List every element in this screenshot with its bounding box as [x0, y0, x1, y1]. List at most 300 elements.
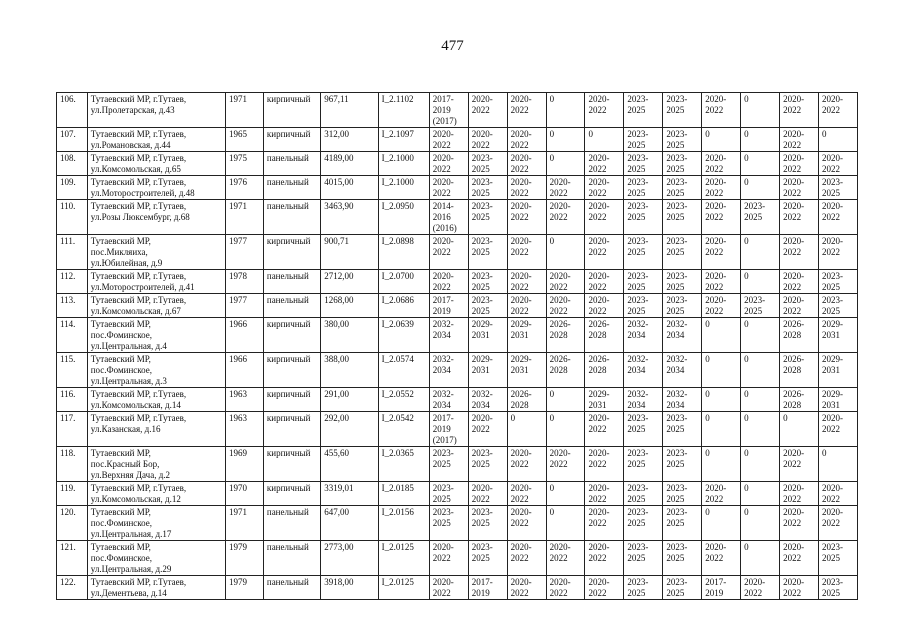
repair-period-cell: 2023- 2025 — [663, 412, 702, 447]
repair-period-cell: 0 — [741, 93, 780, 128]
build-year-cell: 1971 — [225, 93, 263, 128]
repair-period-cell: 2020- 2022 — [741, 576, 780, 600]
repair-period-cell: 0 — [741, 270, 780, 294]
row-number-cell: 113. — [57, 294, 88, 318]
repair-period-cell: 2023- 2025 — [663, 482, 702, 506]
repair-period-cell: 2020- 2022 — [780, 128, 819, 152]
repair-period-cell: 2023- 2025 — [741, 200, 780, 235]
repair-period-cell: 2026- 2028 — [507, 388, 546, 412]
address-cell: Тутаевский МР, г.Тутаев, ул.Комсомольская, д.67 — [87, 294, 225, 318]
address-cell: Тутаевский МР, пос.Красный Бор, ул.Верхняя Дача, д.2 — [87, 447, 225, 482]
repair-period-cell: 2020- 2022 — [780, 294, 819, 318]
build-year-cell: 1966 — [225, 318, 263, 353]
repair-period-cell: 2020- 2022 — [702, 200, 741, 235]
repair-period-cell: 2020- 2022 — [546, 541, 585, 576]
wall-material-cell: кирпичный — [263, 93, 320, 128]
row-number-cell: 119. — [57, 482, 88, 506]
wall-material-cell: панельный — [263, 176, 320, 200]
row-number-cell: 114. — [57, 318, 88, 353]
repair-period-cell: 2032- 2034 — [468, 388, 507, 412]
repair-period-cell: 2020- 2022 — [429, 576, 468, 600]
address-cell: Тутаевский МР, пос.Фоминское, ул.Центральная, д.17 — [87, 506, 225, 541]
row-number-cell: 111. — [57, 235, 88, 270]
table-row — [57, 318, 858, 353]
repair-period-cell: 2032- 2034 — [663, 353, 702, 388]
table-row — [57, 447, 858, 482]
area-cell: 967,11 — [321, 93, 378, 128]
repair-period-cell: 2023- 2025 — [624, 576, 663, 600]
repair-period-cell: 2020- 2022 — [702, 93, 741, 128]
page-number: 477 — [441, 38, 464, 54]
area-cell: 455,60 — [321, 447, 378, 482]
repair-period-cell: 2023- 2025 — [663, 447, 702, 482]
repair-period-cell: 2023- 2025 — [624, 270, 663, 294]
wall-material-cell: кирпичный — [263, 353, 320, 388]
area-cell: 3463,90 — [321, 200, 378, 235]
repair-period-cell: 2023- 2025 — [819, 294, 858, 318]
repair-period-cell: 0 — [819, 128, 858, 152]
house-code-cell: I_2.1000 — [378, 152, 429, 176]
repair-period-cell: 2020- 2022 — [585, 506, 624, 541]
repair-period-cell: 2020- 2022 — [702, 541, 741, 576]
repair-period-cell: 2023- 2025 — [429, 447, 468, 482]
repair-period-cell: 2020- 2022 — [507, 506, 546, 541]
wall-material-cell: панельный — [263, 541, 320, 576]
house-code-cell: I_2.1097 — [378, 128, 429, 152]
repair-period-cell: 0 — [702, 412, 741, 447]
repair-period-cell: 2029- 2031 — [468, 353, 507, 388]
repair-period-cell: 2029- 2031 — [819, 388, 858, 412]
table-row — [57, 176, 858, 200]
repair-period-cell: 2020- 2022 — [585, 447, 624, 482]
repair-period-cell: 2020- 2022 — [429, 152, 468, 176]
build-year-cell: 1963 — [225, 388, 263, 412]
table-row — [57, 412, 858, 447]
repair-period-cell: 0 — [741, 318, 780, 353]
table-row — [57, 235, 858, 270]
repair-period-cell: 2032- 2034 — [663, 388, 702, 412]
house-code-cell: I_2.1102 — [378, 93, 429, 128]
repair-period-cell: 0 — [702, 388, 741, 412]
repair-period-cell: 2023- 2025 — [624, 152, 663, 176]
repair-period-cell: 2029- 2031 — [507, 353, 546, 388]
wall-material-cell: кирпичный — [263, 412, 320, 447]
repair-period-cell: 0 — [546, 412, 585, 447]
repair-period-cell: 2023- 2025 — [468, 235, 507, 270]
repair-period-cell: 2020- 2022 — [780, 541, 819, 576]
repair-period-cell: 2023- 2025 — [468, 270, 507, 294]
repair-period-cell: 2020- 2022 — [507, 235, 546, 270]
house-code-cell: I_2.0574 — [378, 353, 429, 388]
area-cell: 900,71 — [321, 235, 378, 270]
row-number-cell: 107. — [57, 128, 88, 152]
repair-period-cell: 2020- 2022 — [702, 270, 741, 294]
repair-period-cell: 0 — [546, 152, 585, 176]
repair-period-cell: 2026- 2028 — [546, 318, 585, 353]
repair-period-cell: 2020- 2022 — [819, 506, 858, 541]
repair-period-cell: 2020- 2022 — [429, 176, 468, 200]
area-cell: 647,00 — [321, 506, 378, 541]
table-row — [57, 93, 858, 128]
repair-period-cell: 2020- 2022 — [507, 576, 546, 600]
table-row — [57, 200, 858, 235]
wall-material-cell: кирпичный — [263, 447, 320, 482]
wall-material-cell: кирпичный — [263, 388, 320, 412]
build-year-cell: 1971 — [225, 506, 263, 541]
repair-period-cell: 0 — [741, 388, 780, 412]
repair-period-cell: 2020- 2022 — [468, 412, 507, 447]
repair-period-cell: 2026- 2028 — [585, 318, 624, 353]
repair-period-cell: 2020- 2022 — [546, 176, 585, 200]
area-cell: 291,00 — [321, 388, 378, 412]
repair-period-cell: 2023- 2025 — [624, 176, 663, 200]
wall-material-cell: панельный — [263, 152, 320, 176]
house-code-cell: I_2.0125 — [378, 576, 429, 600]
repair-period-cell: 2023- 2025 — [468, 506, 507, 541]
build-year-cell: 1977 — [225, 294, 263, 318]
repair-period-cell: 0 — [702, 128, 741, 152]
repair-period-cell: 2020- 2022 — [468, 128, 507, 152]
row-number-cell: 115. — [57, 353, 88, 388]
address-cell: Тутаевский МР, пос.Микляиха, ул.Юбилейная, д.9 — [87, 235, 225, 270]
row-number-cell: 106. — [57, 93, 88, 128]
repair-period-cell: 2023- 2025 — [819, 270, 858, 294]
area-cell: 3918,00 — [321, 576, 378, 600]
repair-period-cell: 2020- 2022 — [429, 541, 468, 576]
repair-period-cell: 2020- 2022 — [585, 541, 624, 576]
repair-period-cell: 2020- 2022 — [780, 176, 819, 200]
repair-period-cell: 2026- 2028 — [780, 353, 819, 388]
repair-period-cell: 2023- 2025 — [624, 200, 663, 235]
address-cell: Тутаевский МР, г.Тутаев, ул.Казанская, д.16 — [87, 412, 225, 447]
repair-period-cell: 2023- 2025 — [819, 541, 858, 576]
area-cell: 4015,00 — [321, 176, 378, 200]
repair-period-cell: 2029- 2031 — [468, 318, 507, 353]
repair-period-cell: 0 — [702, 353, 741, 388]
repair-period-cell: 2020- 2022 — [585, 270, 624, 294]
repair-period-cell: 2020- 2022 — [585, 176, 624, 200]
repair-period-cell: 0 — [741, 541, 780, 576]
repair-period-cell: 2020- 2022 — [546, 576, 585, 600]
build-year-cell: 1978 — [225, 270, 263, 294]
repair-period-cell: 2020- 2022 — [507, 176, 546, 200]
repair-period-cell: 2023- 2025 — [468, 176, 507, 200]
row-number-cell: 118. — [57, 447, 88, 482]
repair-period-cell: 2020- 2022 — [780, 447, 819, 482]
repair-period-cell: 2026- 2028 — [585, 353, 624, 388]
repair-period-cell: 2023- 2025 — [663, 506, 702, 541]
repair-period-cell: 0 — [585, 128, 624, 152]
build-year-cell: 1977 — [225, 235, 263, 270]
repair-period-cell: 2017- 2019 (2017) — [429, 93, 468, 128]
house-code-cell: I_2.0898 — [378, 235, 429, 270]
repair-period-cell: 0 — [819, 447, 858, 482]
repair-period-cell: 0 — [546, 235, 585, 270]
repair-period-cell: 2014- 2016 (2016) — [429, 200, 468, 235]
repair-period-cell: 2023- 2025 — [468, 152, 507, 176]
repair-period-cell: 2023- 2025 — [624, 128, 663, 152]
repair-period-cell: 2020- 2022 — [819, 200, 858, 235]
address-cell: Тутаевский МР, пос.Фоминское, ул.Центральная, д.3 — [87, 353, 225, 388]
repair-period-cell: 2020- 2022 — [585, 235, 624, 270]
repair-period-cell: 2023- 2025 — [663, 235, 702, 270]
table-row — [57, 294, 858, 318]
repair-period-cell: 2023- 2025 — [624, 541, 663, 576]
wall-material-cell: кирпичный — [263, 128, 320, 152]
area-cell: 2712,00 — [321, 270, 378, 294]
repair-period-cell: 2020- 2022 — [702, 176, 741, 200]
repair-period-cell: 2020- 2022 — [585, 412, 624, 447]
house-code-cell: I_2.0700 — [378, 270, 429, 294]
repair-period-cell: 2020- 2022 — [780, 152, 819, 176]
repair-period-cell: 0 — [546, 482, 585, 506]
repair-period-cell: 2032- 2034 — [663, 318, 702, 353]
area-cell: 1268,00 — [321, 294, 378, 318]
wall-material-cell: кирпичный — [263, 318, 320, 353]
address-cell: Тутаевский МР, г.Тутаев, ул.Комсомольская, д.14 — [87, 388, 225, 412]
repair-period-cell: 2017- 2019 — [468, 576, 507, 600]
row-number-cell: 117. — [57, 412, 88, 447]
repair-period-cell: 2023- 2025 — [663, 541, 702, 576]
area-cell: 388,00 — [321, 353, 378, 388]
house-code-cell: I_2.0639 — [378, 318, 429, 353]
repair-period-cell: 2020- 2022 — [780, 200, 819, 235]
repair-period-cell: 2023- 2025 — [624, 506, 663, 541]
build-year-cell: 1970 — [225, 482, 263, 506]
repair-period-cell: 2020- 2022 — [819, 152, 858, 176]
repair-period-cell: 2020- 2022 — [780, 270, 819, 294]
repair-period-cell: 2026- 2028 — [546, 353, 585, 388]
table-row — [57, 482, 858, 506]
repair-period-cell: 0 — [741, 235, 780, 270]
repair-period-cell: 2020- 2022 — [429, 235, 468, 270]
build-year-cell: 1979 — [225, 541, 263, 576]
table-row — [57, 270, 858, 294]
repair-period-cell: 2017- 2019 — [702, 576, 741, 600]
repair-period-cell: 2020- 2022 — [702, 152, 741, 176]
repair-period-cell: 2023- 2025 — [468, 294, 507, 318]
repair-period-cell: 2032- 2034 — [624, 388, 663, 412]
repair-period-cell: 2032- 2034 — [429, 353, 468, 388]
build-year-cell: 1975 — [225, 152, 263, 176]
address-cell: Тутаевский МР, пос.Фоминское, ул.Центральная, д.29 — [87, 541, 225, 576]
repair-period-cell: 2032- 2034 — [429, 388, 468, 412]
house-code-cell: I_2.0365 — [378, 447, 429, 482]
repair-period-cell: 2023- 2025 — [468, 200, 507, 235]
repair-period-cell: 2023- 2025 — [663, 576, 702, 600]
repair-period-cell: 2020- 2022 — [429, 128, 468, 152]
repair-period-cell: 2020- 2022 — [780, 506, 819, 541]
repair-period-cell: 0 — [741, 353, 780, 388]
repair-period-cell: 2023- 2025 — [429, 482, 468, 506]
repair-period-cell: 2029- 2031 — [819, 353, 858, 388]
repair-period-cell: 2020- 2022 — [819, 482, 858, 506]
house-code-cell: I_2.0950 — [378, 200, 429, 235]
repair-period-cell: 2020- 2022 — [780, 235, 819, 270]
table-row — [57, 152, 858, 176]
repair-period-cell: 0 — [702, 318, 741, 353]
repair-period-cell: 2023- 2025 — [624, 294, 663, 318]
build-year-cell: 1979 — [225, 576, 263, 600]
repair-period-cell: 2017- 2019 (2017) — [429, 412, 468, 447]
repair-period-cell: 2023- 2025 — [663, 176, 702, 200]
wall-material-cell: кирпичный — [263, 482, 320, 506]
repair-period-cell: 2023- 2025 — [663, 270, 702, 294]
repair-period-cell: 2020- 2022 — [507, 541, 546, 576]
repair-period-cell: 2020- 2022 — [546, 270, 585, 294]
address-cell: Тутаевский МР, г.Тутаев, ул.Комсомольская, д.12 — [87, 482, 225, 506]
repair-period-cell: 2020- 2022 — [468, 482, 507, 506]
repair-period-cell: 2032- 2034 — [429, 318, 468, 353]
area-cell: 2773,00 — [321, 541, 378, 576]
housing-register-table — [56, 92, 858, 600]
house-code-cell: I_2.1000 — [378, 176, 429, 200]
repair-period-cell: 2020- 2022 — [468, 93, 507, 128]
address-cell: Тутаевский МР, г.Тутаев, ул.Пролетарская, д.43 — [87, 93, 225, 128]
repair-period-cell: 2023- 2025 — [624, 412, 663, 447]
repair-period-cell: 2020- 2022 — [507, 447, 546, 482]
repair-period-cell: 2020- 2022 — [819, 235, 858, 270]
repair-period-cell: 2020- 2022 — [819, 93, 858, 128]
address-cell: Тутаевский МР, г.Тутаев, ул.Романовская, д.44 — [87, 128, 225, 152]
repair-period-cell: 2020- 2022 — [585, 576, 624, 600]
wall-material-cell: панельный — [263, 506, 320, 541]
repair-period-cell: 0 — [546, 506, 585, 541]
repair-period-cell: 2023- 2025 — [663, 152, 702, 176]
repair-period-cell: 2020- 2022 — [585, 152, 624, 176]
repair-period-cell: 2023- 2025 — [663, 128, 702, 152]
repair-period-cell: 2023- 2025 — [741, 294, 780, 318]
table-row — [57, 576, 858, 600]
house-code-cell: I_2.0185 — [378, 482, 429, 506]
row-number-cell: 110. — [57, 200, 88, 235]
row-number-cell: 109. — [57, 176, 88, 200]
repair-period-cell: 2023- 2025 — [624, 447, 663, 482]
repair-period-cell: 2020- 2022 — [819, 412, 858, 447]
repair-period-cell: 0 — [507, 412, 546, 447]
build-year-cell: 1976 — [225, 176, 263, 200]
repair-period-cell: 2023- 2025 — [468, 541, 507, 576]
house-code-cell: I_2.0125 — [378, 541, 429, 576]
row-number-cell: 121. — [57, 541, 88, 576]
wall-material-cell: панельный — [263, 294, 320, 318]
repair-period-cell: 0 — [702, 506, 741, 541]
repair-period-cell: 2023- 2025 — [819, 176, 858, 200]
repair-period-cell: 2023- 2025 — [624, 482, 663, 506]
address-cell: Тутаевский МР, г.Тутаев, ул.Розы Люксембург, д.68 — [87, 200, 225, 235]
repair-period-cell: 0 — [741, 506, 780, 541]
repair-period-cell: 0 — [546, 388, 585, 412]
repair-period-cell: 2020- 2022 — [507, 294, 546, 318]
build-year-cell: 1969 — [225, 447, 263, 482]
repair-period-cell: 2023- 2025 — [468, 447, 507, 482]
repair-period-cell: 2032- 2034 — [624, 353, 663, 388]
repair-period-cell: 2020- 2022 — [507, 270, 546, 294]
house-code-cell: I_2.0552 — [378, 388, 429, 412]
area-cell: 4189,00 — [321, 152, 378, 176]
repair-period-cell: 0 — [741, 152, 780, 176]
area-cell: 3319,01 — [321, 482, 378, 506]
repair-period-cell: 0 — [741, 482, 780, 506]
address-cell: Тутаевский МР, пос.Фоминское, ул.Центральная, д.4 — [87, 318, 225, 353]
table-row — [57, 388, 858, 412]
repair-period-cell: 2020- 2022 — [546, 294, 585, 318]
repair-period-cell: 2020- 2022 — [507, 152, 546, 176]
address-cell: Тутаевский МР, г.Тутаев, ул.Дементьева, д.14 — [87, 576, 225, 600]
row-number-cell: 120. — [57, 506, 88, 541]
repair-period-cell: 2023- 2025 — [663, 294, 702, 318]
repair-period-cell: 0 — [741, 447, 780, 482]
repair-period-cell: 2020- 2022 — [546, 200, 585, 235]
repair-period-cell: 2029- 2031 — [507, 318, 546, 353]
repair-period-cell: 2029- 2031 — [585, 388, 624, 412]
repair-period-cell: 0 — [741, 176, 780, 200]
repair-period-cell: 2020- 2022 — [702, 482, 741, 506]
wall-material-cell: кирпичный — [263, 235, 320, 270]
house-code-cell: I_2.0156 — [378, 506, 429, 541]
build-year-cell: 1965 — [225, 128, 263, 152]
repair-period-cell: 2020- 2022 — [507, 93, 546, 128]
repair-period-cell: 2020- 2022 — [585, 294, 624, 318]
repair-period-cell: 0 — [741, 412, 780, 447]
repair-period-cell: 2023- 2025 — [663, 200, 702, 235]
area-cell: 292,00 — [321, 412, 378, 447]
repair-period-cell: 2020- 2022 — [780, 93, 819, 128]
wall-material-cell: панельный — [263, 576, 320, 600]
repair-period-cell: 2020- 2022 — [585, 200, 624, 235]
repair-period-cell: 2029- 2031 — [819, 318, 858, 353]
repair-period-cell: 2023- 2025 — [663, 93, 702, 128]
repair-period-cell: 2026- 2028 — [780, 318, 819, 353]
address-cell: Тутаевский МР, г.Тутаев, ул.Моторостроителей, д.48 — [87, 176, 225, 200]
repair-period-cell: 2020- 2022 — [507, 200, 546, 235]
repair-period-cell: 2023- 2025 — [429, 506, 468, 541]
repair-period-cell: 2020- 2022 — [780, 576, 819, 600]
repair-period-cell: 2020- 2022 — [546, 447, 585, 482]
table-row — [57, 541, 858, 576]
table-row — [57, 506, 858, 541]
row-number-cell: 108. — [57, 152, 88, 176]
repair-period-cell: 2026- 2028 — [780, 388, 819, 412]
repair-period-cell: 2023- 2025 — [624, 235, 663, 270]
area-cell: 380,00 — [321, 318, 378, 353]
wall-material-cell: панельный — [263, 270, 320, 294]
build-year-cell: 1963 — [225, 412, 263, 447]
repair-period-cell: 2023- 2025 — [819, 576, 858, 600]
repair-period-cell: 2020- 2022 — [585, 93, 624, 128]
row-number-cell: 112. — [57, 270, 88, 294]
repair-period-cell: 0 — [780, 412, 819, 447]
repair-period-cell: 2020- 2022 — [585, 482, 624, 506]
house-code-cell: I_2.0686 — [378, 294, 429, 318]
repair-period-cell: 2020- 2022 — [780, 482, 819, 506]
address-cell: Тутаевский МР, г.Тутаев, ул.Моторостроителей, д.41 — [87, 270, 225, 294]
row-number-cell: 122. — [57, 576, 88, 600]
repair-period-cell: 2032- 2034 — [624, 318, 663, 353]
repair-period-cell: 2017- 2019 — [429, 294, 468, 318]
address-cell: Тутаевский МР, г.Тутаев, ул.Комсомольская, д.65 — [87, 152, 225, 176]
wall-material-cell: панельный — [263, 200, 320, 235]
repair-period-cell: 2020- 2022 — [429, 270, 468, 294]
repair-period-cell: 0 — [546, 93, 585, 128]
repair-period-cell: 2020- 2022 — [702, 235, 741, 270]
repair-period-cell: 0 — [741, 128, 780, 152]
row-number-cell: 116. — [57, 388, 88, 412]
repair-period-cell: 0 — [546, 128, 585, 152]
house-code-cell: I_2.0542 — [378, 412, 429, 447]
repair-period-cell: 2023- 2025 — [624, 93, 663, 128]
repair-period-cell: 0 — [702, 447, 741, 482]
